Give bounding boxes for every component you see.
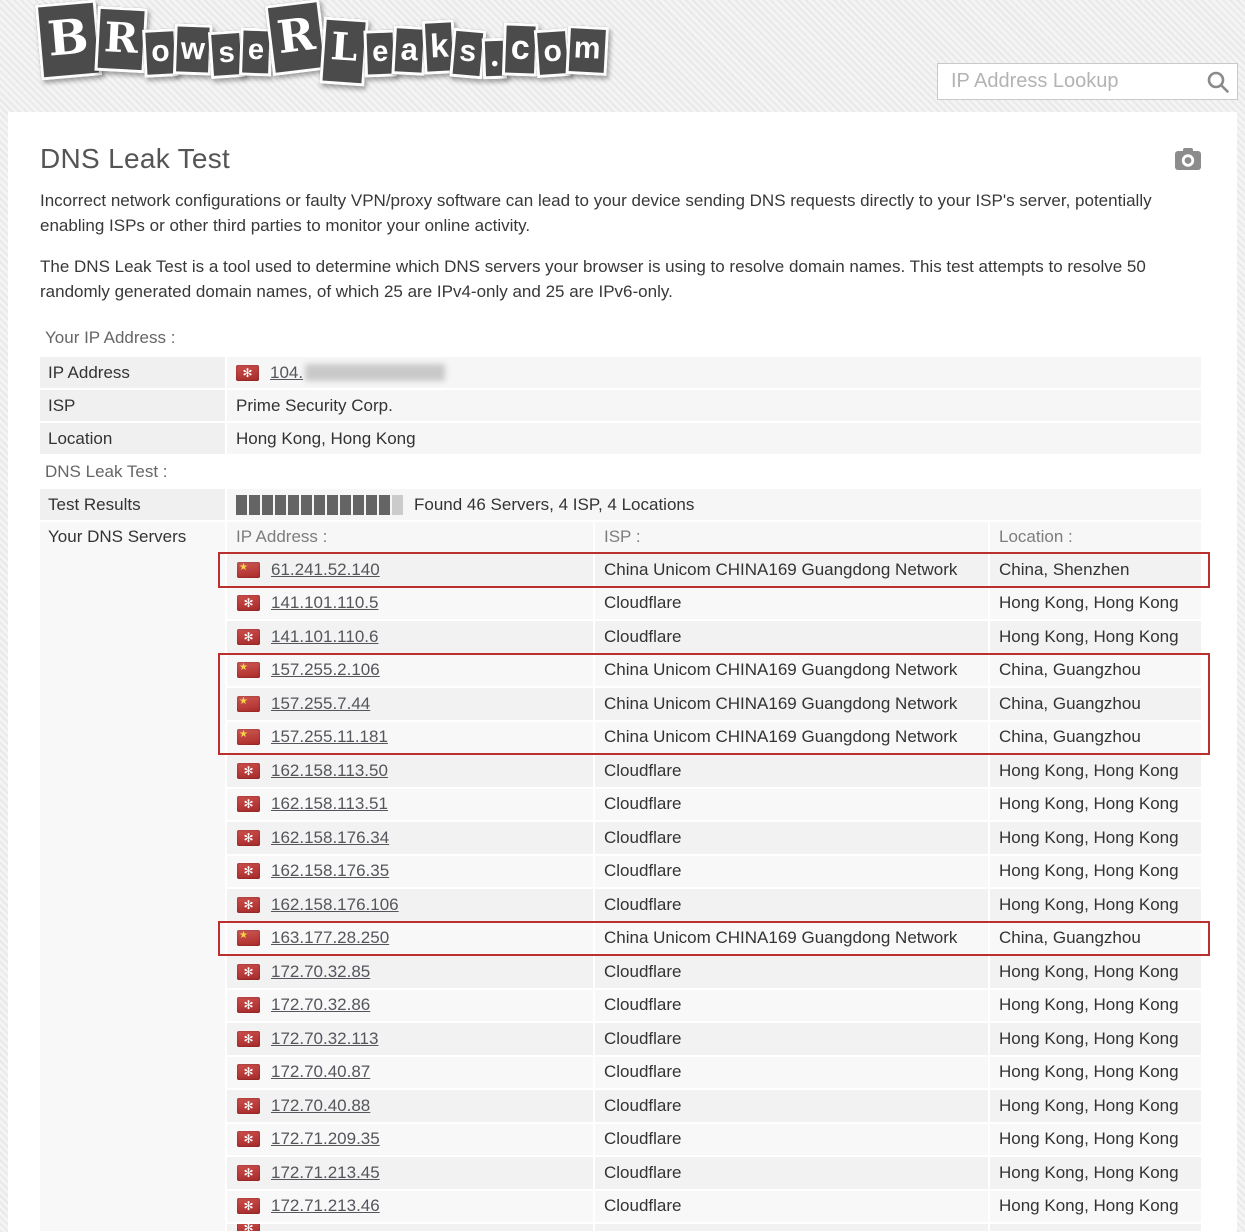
ip-lookup-search bbox=[937, 63, 1238, 100]
dns-server-row bbox=[227, 1124, 1201, 1156]
ip-lookup-input[interactable] bbox=[937, 63, 1238, 100]
dns-isp-cell: Cloudflare bbox=[595, 1191, 988, 1223]
dns-server-row bbox=[227, 588, 1201, 620]
logo-letter: L bbox=[319, 17, 368, 87]
test-results-value bbox=[227, 489, 1201, 520]
site-header bbox=[0, 0, 1245, 112]
progress-segment bbox=[262, 495, 273, 515]
dns-ip-cell bbox=[227, 1023, 593, 1055]
dns-ip-link[interactable]: 162.158.176.34 bbox=[271, 827, 390, 847]
hongkong-flag-icon bbox=[237, 796, 260, 812]
logo[interactable] bbox=[38, 2, 604, 79]
dns-location-cell: Hong Kong, Hong Kong bbox=[990, 1057, 1201, 1089]
progress-segment bbox=[392, 495, 403, 515]
isp-value: Prime Security Corp. bbox=[227, 390, 1201, 421]
col-header-isp: ISP : bbox=[595, 522, 988, 552]
china-flag-icon bbox=[237, 562, 260, 578]
hongkong-flag-icon bbox=[237, 830, 260, 846]
hongkong-flag-icon bbox=[237, 997, 260, 1013]
dns-ip-cell bbox=[227, 1191, 593, 1223]
dns-ip-link[interactable]: 141.101.110.6 bbox=[271, 626, 379, 646]
content-card bbox=[8, 112, 1237, 1232]
dns-location-cell: China, Guangzhou bbox=[990, 722, 1201, 754]
dns-ip-cell bbox=[227, 1124, 593, 1156]
dns-ip-cell bbox=[227, 755, 593, 787]
progress-segment bbox=[301, 495, 312, 515]
dns-server-row bbox=[227, 889, 1201, 921]
dns-ip-link[interactable]: 61.241.52.140 bbox=[271, 559, 380, 579]
dns-ip-link[interactable]: 157.255.11.181 bbox=[271, 727, 388, 747]
logo-letter: R bbox=[94, 6, 147, 74]
dns-table-header bbox=[227, 522, 1201, 552]
logo-letter: m bbox=[565, 25, 608, 76]
dns-ip-link[interactable]: 172.71.213.45 bbox=[271, 1162, 380, 1182]
dns-location-cell: Hong Kong, Hong Kong bbox=[990, 588, 1201, 620]
dns-server-row bbox=[227, 755, 1201, 787]
progress-segment bbox=[236, 495, 247, 515]
progress-segment bbox=[249, 495, 260, 515]
dns-location-cell: Hong Kong, Hong Kong bbox=[990, 1124, 1201, 1156]
test-results-row bbox=[40, 489, 1201, 520]
progress-segment bbox=[353, 495, 364, 515]
dns-isp-cell: Cloudflare bbox=[595, 1157, 988, 1189]
dns-ip-cell bbox=[227, 554, 593, 586]
dns-isp-cell: Cloudflare bbox=[595, 1023, 988, 1055]
dns-location-cell: Hong Kong, Hong Kong bbox=[990, 956, 1201, 988]
hongkong-flag-icon bbox=[237, 629, 260, 645]
dns-server-row bbox=[227, 722, 1201, 754]
dns-server-row bbox=[227, 822, 1201, 854]
dns-server-row bbox=[227, 923, 1201, 955]
location-row bbox=[40, 423, 1201, 454]
dns-ip-link[interactable]: 172.70.40.87 bbox=[271, 1062, 371, 1082]
hongkong-flag-icon bbox=[237, 1224, 260, 1231]
ip-address-row bbox=[40, 357, 1201, 388]
dns-isp-cell: China Unicom CHINA169 Guangdong Network bbox=[595, 722, 988, 754]
dns-isp-cell: China Unicom CHINA169 Guangdong Network bbox=[595, 655, 988, 687]
dns-ip-link[interactable]: 162.158.113.51 bbox=[271, 794, 388, 814]
dns-isp-cell: Cloudflare bbox=[595, 755, 988, 787]
logo-letter: o bbox=[534, 28, 572, 78]
dns-isp-cell: Cloudflare bbox=[595, 789, 988, 821]
dns-isp-cell: Cloudflare bbox=[595, 1124, 988, 1156]
dns-isp-cell: China Unicom CHINA169 Guangdong Network bbox=[595, 688, 988, 720]
dns-location-cell: Hong Kong, Hong Kong bbox=[990, 856, 1201, 888]
col-header-ip: IP Address : bbox=[227, 522, 593, 552]
your-dns-servers-label: Your DNS Servers bbox=[40, 522, 225, 1231]
progress-segment bbox=[275, 495, 286, 515]
dns-server-row bbox=[227, 1090, 1201, 1122]
dns-ip-link[interactable]: 163.177.28.250 bbox=[271, 928, 390, 948]
col-header-location: Location : bbox=[990, 522, 1201, 552]
progress-segment bbox=[327, 495, 338, 515]
dns-location-cell: Hong Kong, Hong Kong bbox=[990, 1191, 1201, 1223]
dns-ip-link[interactable]: 172.71.213.46 bbox=[271, 1196, 380, 1216]
your-ip-section-label: Your IP Address : bbox=[45, 328, 176, 347]
intro-paragraph-1: Incorrect network configurations or faulty VPN/proxy software can lead to your device sending DNS requests directly to your ISP's server, potentially enabling ISPs or other third parties to monitor your online activity. bbox=[40, 191, 1152, 235]
logo-letter: . bbox=[482, 38, 508, 80]
search-icon[interactable] bbox=[1206, 70, 1230, 94]
dns-ip-cell bbox=[227, 1224, 593, 1231]
dns-ip-link[interactable]: 172.70.32.86 bbox=[271, 995, 371, 1015]
dns-ip-cell bbox=[227, 722, 593, 754]
dns-rows-container bbox=[227, 554, 1201, 1231]
dns-location-cell: Hong Kong, Hong Kong bbox=[990, 822, 1201, 854]
camera-icon[interactable] bbox=[1175, 148, 1201, 170]
dns-location-cell: China, Guangzhou bbox=[990, 923, 1201, 955]
hongkong-flag-icon bbox=[237, 1098, 260, 1114]
logo-letter: o bbox=[142, 28, 179, 78]
dns-server-row bbox=[227, 1191, 1201, 1223]
dns-ip-link[interactable]: 172.70.32.85 bbox=[271, 961, 371, 981]
logo-letter: e bbox=[363, 29, 397, 77]
dns-servers-table bbox=[227, 522, 1201, 1231]
dns-server-row bbox=[227, 856, 1201, 888]
hongkong-flag-icon bbox=[237, 1165, 260, 1181]
dns-ip-cell bbox=[227, 1090, 593, 1122]
dns-ip-link[interactable]: 157.255.7.44 bbox=[271, 693, 371, 713]
dns-isp-cell: Cloudflare bbox=[595, 856, 988, 888]
logo-letter: s bbox=[208, 30, 245, 79]
dns-isp-cell bbox=[595, 1224, 988, 1231]
dns-location-cell: Hong Kong, Hong Kong bbox=[990, 990, 1201, 1022]
dns-server-row bbox=[227, 1224, 1201, 1231]
location-value: Hong Kong, Hong Kong bbox=[227, 423, 1201, 454]
dns-ip-cell bbox=[227, 889, 593, 921]
hongkong-flag-icon bbox=[237, 1031, 260, 1047]
dns-isp-cell: Cloudflare bbox=[595, 956, 988, 988]
dns-ip-link[interactable]: 172.70.32.113 bbox=[271, 1028, 379, 1048]
hongkong-flag-icon bbox=[237, 863, 260, 879]
dns-server-row bbox=[227, 1157, 1201, 1189]
test-results-label: Test Results bbox=[40, 489, 225, 520]
leak-highlight-box bbox=[227, 554, 1201, 586]
dns-isp-cell: Cloudflare bbox=[595, 889, 988, 921]
dns-ip-cell bbox=[227, 1157, 593, 1189]
hongkong-flag-icon bbox=[237, 964, 260, 980]
logo-letter: a bbox=[391, 25, 427, 76]
dns-ip-link[interactable]: 162.158.176.35 bbox=[271, 861, 390, 881]
dns-ip-link[interactable]: 172.71.209.35 bbox=[271, 1129, 380, 1149]
hongkong-flag-icon bbox=[237, 1131, 260, 1147]
hongkong-flag-icon bbox=[237, 897, 260, 913]
dns-server-row bbox=[227, 1023, 1201, 1055]
dns-server-row bbox=[227, 621, 1201, 653]
dns-server-row bbox=[227, 956, 1201, 988]
dns-location-cell: Hong Kong, Hong Kong bbox=[990, 1090, 1201, 1122]
dns-isp-cell: China Unicom CHINA169 Guangdong Network bbox=[595, 554, 988, 586]
leak-highlight-box bbox=[227, 923, 1201, 955]
dns-isp-cell: Cloudflare bbox=[595, 588, 988, 620]
hongkong-flag-icon bbox=[237, 595, 260, 611]
isp-label: ISP bbox=[40, 390, 225, 421]
dns-location-cell: China, Guangzhou bbox=[990, 655, 1201, 687]
dns-location-cell: China, Guangzhou bbox=[990, 688, 1201, 720]
leak-highlight-box bbox=[227, 655, 1201, 754]
dns-isp-cell: Cloudflare bbox=[595, 822, 988, 854]
dns-ip-link[interactable]: 172.70.40.88 bbox=[271, 1095, 371, 1115]
dns-ip-cell bbox=[227, 923, 593, 955]
dns-location-cell: Hong Kong, Hong Kong bbox=[990, 755, 1201, 787]
dns-location-cell bbox=[990, 1224, 1201, 1231]
hongkong-flag-icon bbox=[237, 1064, 260, 1080]
dns-servers-section bbox=[40, 522, 1201, 1231]
dns-ip-cell bbox=[227, 621, 593, 653]
progress-segment bbox=[366, 495, 377, 515]
dns-ip-cell bbox=[227, 822, 593, 854]
dns-server-row bbox=[227, 655, 1201, 687]
page-title: DNS Leak Test bbox=[40, 143, 231, 174]
china-flag-icon bbox=[237, 662, 260, 678]
china-flag-icon bbox=[237, 696, 260, 712]
dns-location-cell: Hong Kong, Hong Kong bbox=[990, 789, 1201, 821]
progress-segment bbox=[314, 495, 325, 515]
logo-letter: B bbox=[35, 0, 102, 80]
dns-isp-cell: Cloudflare bbox=[595, 1057, 988, 1089]
progress-segment bbox=[379, 495, 390, 515]
dns-ip-cell bbox=[227, 588, 593, 620]
dns-location-cell: Hong Kong, Hong Kong bbox=[990, 1157, 1201, 1189]
logo-letter: w bbox=[173, 23, 213, 75]
test-results-text: Found 46 Servers, 4 ISP, 4 Locations bbox=[414, 494, 695, 514]
dns-isp-cell: Cloudflare bbox=[595, 1090, 988, 1122]
hongkong-flag-icon bbox=[236, 365, 259, 381]
dns-location-cell: China, Shenzhen bbox=[990, 554, 1201, 586]
dns-test-section-label: DNS Leak Test : bbox=[45, 462, 168, 481]
dns-ip-cell bbox=[227, 789, 593, 821]
progress-bar bbox=[236, 495, 405, 515]
dns-location-cell: Hong Kong, Hong Kong bbox=[990, 1023, 1201, 1055]
china-flag-icon bbox=[237, 729, 260, 745]
ip-info-table bbox=[40, 357, 1201, 454]
dns-server-row bbox=[227, 789, 1201, 821]
dns-ip-cell bbox=[227, 856, 593, 888]
dns-ip-link[interactable]: 162.158.176.106 bbox=[271, 894, 399, 914]
logo-letter: R bbox=[265, 0, 329, 76]
dns-ip-cell bbox=[227, 990, 593, 1022]
ip-address-value bbox=[227, 357, 1201, 388]
dns-server-row bbox=[227, 990, 1201, 1022]
dns-ip-link[interactable]: 141.101.110.5 bbox=[271, 593, 379, 613]
dns-ip-cell bbox=[227, 688, 593, 720]
your-ip-link[interactable]: 104. bbox=[270, 362, 304, 382]
dns-server-row bbox=[227, 554, 1201, 586]
ip-address-label: IP Address bbox=[40, 357, 225, 388]
title-bar bbox=[40, 142, 1201, 176]
location-label: Location bbox=[40, 423, 225, 454]
china-flag-icon bbox=[237, 930, 260, 946]
dns-server-row bbox=[227, 1057, 1201, 1089]
dns-location-cell: Hong Kong, Hong Kong bbox=[990, 889, 1201, 921]
dns-location-cell: Hong Kong, Hong Kong bbox=[990, 621, 1201, 653]
logo-letter: k bbox=[422, 19, 457, 75]
hongkong-flag-icon bbox=[237, 763, 260, 779]
dns-ip-cell bbox=[227, 1057, 593, 1089]
hongkong-flag-icon bbox=[237, 1198, 260, 1214]
dns-isp-cell: Cloudflare bbox=[595, 990, 988, 1022]
logo-letter: e bbox=[239, 27, 273, 76]
redacted-ip-blur bbox=[305, 364, 445, 381]
dns-ip-link[interactable]: 162.158.113.50 bbox=[271, 760, 388, 780]
dns-server-row bbox=[227, 688, 1201, 720]
dns-isp-cell: China Unicom CHINA169 Guangdong Network bbox=[595, 923, 988, 955]
intro-paragraph-2: The DNS Leak Test is a tool used to determine which DNS servers your browser is using to resolve domain names. This test attempts to resolve 50 randomly generated domain names, of which 25 are IPv4-only and 25 are IPv6-only. bbox=[40, 257, 1146, 301]
progress-segment bbox=[288, 495, 299, 515]
dns-ip-link[interactable]: 157.255.2.106 bbox=[271, 660, 380, 680]
dns-ip-cell bbox=[227, 956, 593, 988]
logo-letter: s bbox=[450, 28, 487, 80]
isp-row bbox=[40, 390, 1201, 421]
dns-ip-cell bbox=[227, 655, 593, 687]
dns-isp-cell: Cloudflare bbox=[595, 621, 988, 653]
progress-segment bbox=[340, 495, 351, 515]
logo-letter: c bbox=[502, 22, 539, 76]
